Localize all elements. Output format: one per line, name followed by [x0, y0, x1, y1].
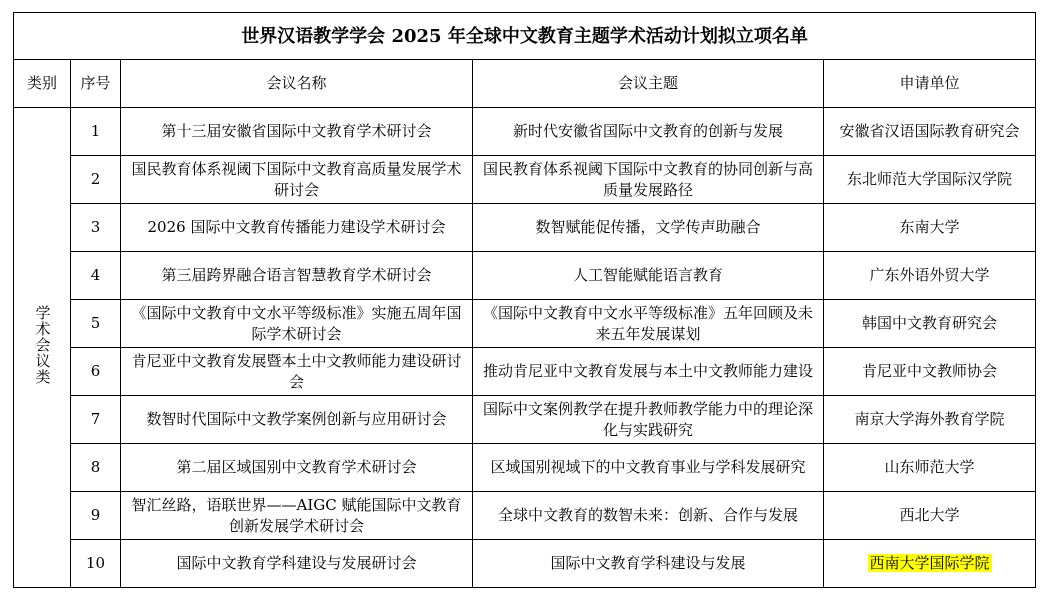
- header-category: 类别: [14, 60, 71, 108]
- row-name: 国民教育体系视阈下国际中文教育高质量发展学术研讨会: [121, 156, 473, 204]
- row-unit: 韩国中文教育研究会: [824, 300, 1036, 348]
- highlighted-unit: 西南大学国际学院: [869, 554, 990, 572]
- row-no: 8: [71, 444, 121, 492]
- table-row: [14, 300, 1036, 348]
- table-row: [14, 204, 1036, 252]
- row-theme: 全球中文教育的数智未来：创新、合作与发展: [473, 492, 824, 540]
- table-row: [14, 108, 1036, 156]
- row-unit: 山东师范大学: [824, 444, 1036, 492]
- row-name: 数智时代国际中文教学案例创新与应用研讨会: [121, 396, 473, 444]
- row-theme: 国民教育体系视阈下国际中文教育的协同创新与高质量发展路径: [473, 156, 824, 204]
- row-theme: 《国际中文教育中文水平等级标准》五年回顾及未来五年发展谋划: [473, 300, 824, 348]
- table-row: [14, 540, 1036, 588]
- row-name: 2026 国际中文教育传播能力建设学术研讨会: [121, 204, 473, 252]
- row-name: 第三届跨界融合语言智慧教育学术研讨会: [121, 252, 473, 300]
- header-no: 序号: [71, 60, 121, 108]
- row-theme: 人工智能赋能语言教育: [473, 252, 824, 300]
- project-list-table: [13, 12, 1036, 588]
- row-name: 《国际中文教育中文水平等级标准》实施五周年国际学术研讨会: [121, 300, 473, 348]
- header-row: [14, 60, 1036, 108]
- row-no: 6: [71, 348, 121, 396]
- row-theme: 国际中文案例教学在提升教师教学能力中的理论深化与实践研究: [473, 396, 824, 444]
- row-no: 5: [71, 300, 121, 348]
- row-unit: 南京大学海外教育学院: [824, 396, 1036, 444]
- category-cell: [14, 108, 71, 588]
- row-theme: 新时代安徽省国际中文教育的创新与发展: [473, 108, 824, 156]
- row-theme: 区域国别视域下的中文教育事业与学科发展研究: [473, 444, 824, 492]
- row-name: 国际中文教育学科建设与发展研讨会: [121, 540, 473, 588]
- row-theme: 国际中文教育学科建设与发展: [473, 540, 824, 588]
- header-name: 会议名称: [121, 60, 473, 108]
- header-theme: 会议主题: [473, 60, 824, 108]
- row-unit-cell: [824, 540, 1036, 588]
- table-row: [14, 492, 1036, 540]
- row-unit: 广东外语外贸大学: [824, 252, 1036, 300]
- table-row: [14, 252, 1036, 300]
- table-title: 世界汉语教学学会 2025 年全球中文教育主题学术活动计划拟立项名单: [14, 13, 1036, 60]
- table-row: [14, 396, 1036, 444]
- row-no: 9: [71, 492, 121, 540]
- row-name: 智汇丝路，语联世界——AIGC 赋能国际中文教育创新发展学术研讨会: [121, 492, 473, 540]
- row-unit: 西北大学: [824, 492, 1036, 540]
- row-no: 2: [71, 156, 121, 204]
- table-row: [14, 348, 1036, 396]
- row-no: 4: [71, 252, 121, 300]
- row-no: 10: [71, 540, 121, 588]
- header-unit: 申请单位: [824, 60, 1036, 108]
- row-name: 第十三届安徽省国际中文教育学术研讨会: [121, 108, 473, 156]
- row-name: 第二届区域国别中文教育学术研讨会: [121, 444, 473, 492]
- row-no: 3: [71, 204, 121, 252]
- row-no: 7: [71, 396, 121, 444]
- row-unit: 安徽省汉语国际教育研究会: [824, 108, 1036, 156]
- row-theme: 数智赋能促传播，文学传声助融合: [473, 204, 824, 252]
- table-row: [14, 156, 1036, 204]
- row-no: 1: [71, 108, 121, 156]
- row-unit: 东北师范大学国际汉学院: [824, 156, 1036, 204]
- table-row: [14, 444, 1036, 492]
- row-theme: 推动肯尼亚中文教育发展与本土中文教师能力建设: [473, 348, 824, 396]
- row-unit: 肯尼亚中文教师协会: [824, 348, 1036, 396]
- row-unit: 东南大学: [824, 204, 1036, 252]
- row-name: 肯尼亚中文教育发展暨本土中文教师能力建设研讨会: [121, 348, 473, 396]
- category-label: 学术会议类: [33, 304, 52, 385]
